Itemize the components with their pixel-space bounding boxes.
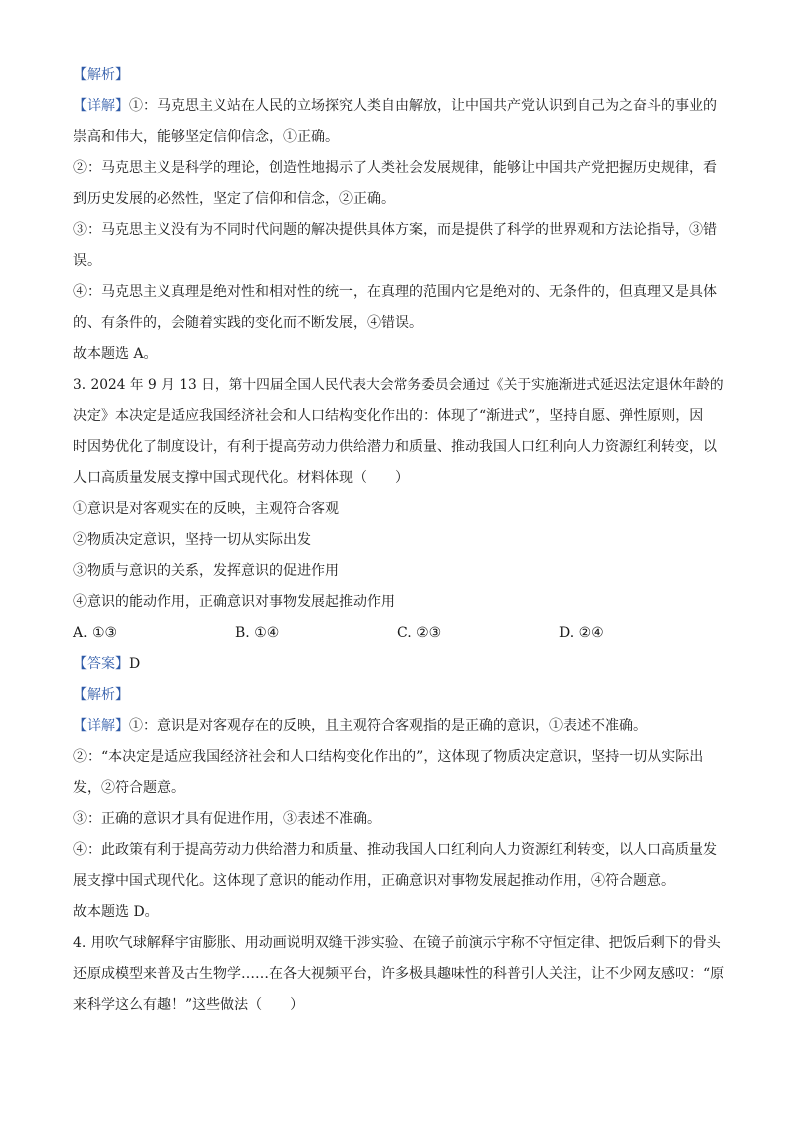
q3-option-b: B. ①④ bbox=[235, 625, 280, 641]
document-page bbox=[73, 60, 725, 1021]
q3-option-a: A. ①③ bbox=[73, 625, 118, 641]
q3-answer-label: 【答案】 bbox=[73, 656, 129, 672]
q3-answer bbox=[73, 649, 725, 680]
q2-detail-2b: 到历史发展的必然性，坚定了信仰和信念，②正确。 bbox=[73, 191, 395, 207]
q3-detail-2b: 发，②符合题意。 bbox=[73, 780, 185, 796]
q2-analysis-label: 【解析】 bbox=[73, 67, 129, 83]
q2-detail-1a-text: ①：马克思主义站在人民的立场探究人类自由解放，让中国共产党认识到自己为之奋斗的事业的 bbox=[129, 98, 717, 114]
q3-stem-4: 人口高质量发展支撑中国式现代化。材料体现（ ） bbox=[73, 470, 409, 486]
q3-detail-2a: ②：“本决定是适应我国经济社会和人口结构变化作出的”，这体现了物质决定意识，坚持一切从实际出 bbox=[73, 749, 704, 765]
q3-stem-2: 决定》本决定是适应我国经济社会和人口结构变化作出的：体现了“渐进式”，坚持自愿、弹性原则，因 bbox=[73, 408, 704, 424]
q3-detail-4a: ④：此政策有利于提高劳动力供给潜力和质量、推动我国人口红利向人力资源红利转变，以人口高质量发 bbox=[73, 842, 717, 858]
q3-conclusion: 故本题选 D。 bbox=[73, 904, 159, 920]
q3-analysis-label: 【解析】 bbox=[73, 687, 129, 703]
q4-stem-2: 还原成模型来普及古生物学……在各大视频平台，许多极具趣味性的科普引人关注，让不少网友感叹：“原 bbox=[73, 966, 725, 982]
q4-stem-1: 4. 用吹气球解释宇宙膨胀、用动画说明双缝干涉实验、在镜子前演示宇称不守恒定律、把饭后剩下的骨头 bbox=[73, 935, 721, 951]
q3-stem-1: 3. 2024 年 9 月 13 日，第十四届全国人民代表大会常务委员会通过《关于实施渐进式延迟法定退休年龄的 bbox=[73, 377, 724, 393]
q2-detail-label: 【详解】 bbox=[73, 98, 129, 114]
q3-detail-3: ③：正确的意识才具有促进作用，③表述不准确。 bbox=[73, 811, 381, 827]
q3-answer-value: D bbox=[129, 656, 141, 672]
q3-detail-label: 【详解】 bbox=[73, 718, 129, 734]
q3-stem-3: 时因势优化了制度设计，有利于提高劳动力供给潜力和质量、推动我国人口红利向人力资源红利转变，以 bbox=[73, 439, 717, 455]
q3-options bbox=[73, 618, 725, 649]
q3-detail-1-text: ①：意识是对客观存在的反映，且主观符合客观指的是正确的意识，①表述不准确。 bbox=[129, 718, 647, 734]
q2-detail-3b: 误。 bbox=[73, 253, 101, 269]
q3-item-3: ③物质与意识的关系，发挥意识的促进作用 bbox=[73, 563, 339, 579]
q2-detail-1a bbox=[73, 91, 725, 122]
q2-detail-4a: ④：马克思主义真理是绝对性和相对性的统一，在真理的范围内它是绝对的、无条件的，但真理又是具体 bbox=[73, 284, 717, 300]
q3-item-4: ④意识的能动作用，正确意识对事物发展起推动作用 bbox=[73, 594, 395, 610]
q2-detail-1b: 崇高和伟大，能够坚定信仰信念，①正确。 bbox=[73, 129, 339, 145]
q3-option-c: C. ②③ bbox=[397, 625, 442, 641]
q3-detail-4b: 展支撑中国式现代化。这体现了意识的能动作用，正确意识对事物发展起推动作用，④符合题意。 bbox=[73, 873, 675, 889]
q4-stem-3: 来科学这么有趣！”这些做法（ ） bbox=[73, 997, 305, 1013]
q2-detail-3a: ③：马克思主义没有为不同时代问题的解决提供具体方案，而是提供了科学的世界观和方法论指导，③错 bbox=[73, 222, 717, 238]
q3-item-2: ②物质决定意识，坚持一切从实际出发 bbox=[73, 532, 311, 548]
q3-item-1: ①意识是对客观实在的反映，主观符合客观 bbox=[73, 501, 339, 517]
q3-option-d: D. ②④ bbox=[559, 625, 604, 641]
q2-conclusion: 故本题选 A。 bbox=[73, 346, 158, 362]
q2-detail-2a: ②：马克思主义是科学的理论，创造性地揭示了人类社会发展规律，能够让中国共产党把握历史规律，看 bbox=[73, 160, 717, 176]
q3-detail-1 bbox=[73, 711, 725, 742]
q2-detail-4b: 的、有条件的，会随着实践的变化而不断发展，④错误。 bbox=[73, 315, 423, 331]
